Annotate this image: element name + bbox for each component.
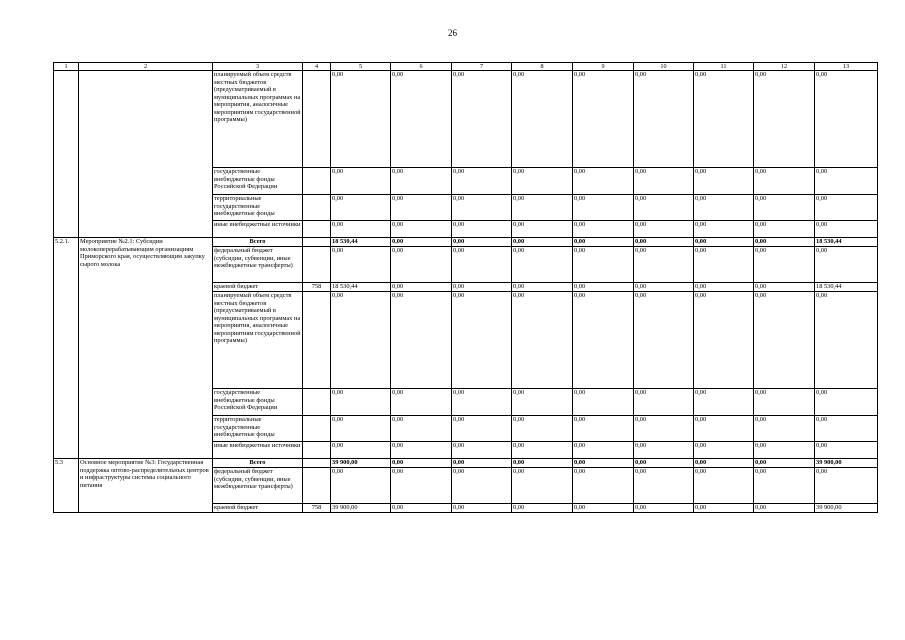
source-label: Всего [213,459,303,468]
amount-cell: 0,00 [634,459,694,468]
amount-cell: 0,00 [634,238,694,247]
amount-cell: 0,00 [754,168,815,195]
amount-cell: 0,00 [694,459,754,468]
amount-cell: 0,00 [815,416,878,442]
amount-cell: 0,00 [331,221,391,238]
amount-cell: 0,00 [573,389,634,416]
amount-cell: 0,00 [452,238,512,247]
amount-cell: 0,00 [754,195,815,221]
amount-cell: 0,00 [694,247,754,283]
amount-cell: 0,00 [815,71,878,168]
amount-cell: 0,00 [391,459,452,468]
column-header: 5 [331,63,391,71]
source-label: территориальные государственные внебюджетные фонды [213,195,303,221]
amount-cell: 0,00 [694,442,754,459]
amount-cell: 0,00 [391,292,452,389]
administrator-code [303,416,331,442]
amount-cell: 0,00 [815,168,878,195]
amount-cell: 0,00 [452,389,512,416]
amount-cell: 0,00 [694,292,754,389]
amount-cell: 0,00 [634,442,694,459]
column-header: 9 [573,63,634,71]
column-header: 12 [754,63,815,71]
amount-cell: 0,00 [634,71,694,168]
source-label: планируемый объем средств местных бюджетов (предусматриваемый в муниципальных программах на мероприятия, аналогичные мероприятиям государственной программы) [213,71,303,168]
amount-cell: 0,00 [331,168,391,195]
source-label: государственные внебюджетные фонды Российской Федерации [213,168,303,195]
administrator-code [303,238,331,247]
amount-cell: 0,00 [573,195,634,221]
administrator-code: 758 [303,283,331,292]
column-header: 13 [815,63,878,71]
amount-cell: 0,00 [694,389,754,416]
administrator-code [303,442,331,459]
amount-cell: 0,00 [694,238,754,247]
source-label: краевой бюджет [213,283,303,292]
amount-cell: 0,00 [815,292,878,389]
amount-cell: 0,00 [391,71,452,168]
amount-cell: 18 530,44 [331,283,391,292]
amount-cell: 0,00 [634,168,694,195]
administrator-code [303,221,331,238]
amount-cell: 39 900,00 [331,504,391,513]
amount-cell: 0,00 [452,292,512,389]
amount-cell: 0,00 [573,283,634,292]
amount-cell: 0,00 [754,389,815,416]
amount-cell: 0,00 [331,247,391,283]
amount-cell: 0,00 [573,442,634,459]
source-label: Всего [213,238,303,247]
amount-cell: 0,00 [754,468,815,504]
amount-cell: 0,00 [694,168,754,195]
column-header: 2 [79,63,213,71]
amount-cell: 0,00 [391,221,452,238]
amount-cell: 0,00 [815,468,878,504]
amount-cell: 0,00 [754,504,815,513]
source-label: иные внебюджетные источники [213,442,303,459]
amount-cell: 0,00 [634,247,694,283]
administrator-code [303,71,331,168]
column-header: 8 [512,63,573,71]
administrator-code [303,459,331,468]
column-header: 11 [694,63,754,71]
amount-cell: 0,00 [634,292,694,389]
amount-cell: 0,00 [634,195,694,221]
amount-cell: 0,00 [512,504,573,513]
amount-cell: 0,00 [391,442,452,459]
amount-cell: 0,00 [815,247,878,283]
amount-cell: 0,00 [331,416,391,442]
amount-cell: 0,00 [754,71,815,168]
row-number: 5.3 [54,459,79,513]
amount-cell: 0,00 [694,504,754,513]
source-label: федеральный бюджет (субсидии, субвенции, иные межбюджетные трансферты) [213,468,303,504]
column-header-row [54,63,878,71]
amount-cell: 0,00 [815,442,878,459]
amount-cell: 0,00 [512,221,573,238]
amount-cell: 0,00 [634,468,694,504]
amount-cell: 0,00 [452,416,512,442]
amount-cell: 18 530,44 [331,238,391,247]
amount-cell: 0,00 [573,247,634,283]
amount-cell: 0,00 [634,416,694,442]
amount-cell: 0,00 [512,283,573,292]
administrator-code [303,468,331,504]
amount-cell: 0,00 [694,195,754,221]
source-label: государственные внебюджетные фонды Российской Федерации [213,389,303,416]
source-label: планируемый объем средств местных бюджетов (предусматриваемый в муниципальных программах на мероприятия, аналогичные мероприятиям государственной программы) [213,292,303,389]
measure-name: Основное мероприятие №3: Государственная поддержка оптово-распределительных центров и инфраструктуры системы социального питания [79,459,213,513]
column-header: 4 [303,63,331,71]
amount-cell: 0,00 [391,168,452,195]
amount-cell: 0,00 [512,195,573,221]
amount-cell: 0,00 [573,238,634,247]
amount-cell: 0,00 [512,168,573,195]
amount-cell: 0,00 [331,195,391,221]
amount-cell: 0,00 [452,195,512,221]
amount-cell: 0,00 [754,292,815,389]
administrator-code: 758 [303,504,331,513]
amount-cell: 0,00 [512,468,573,504]
amount-cell: 0,00 [512,389,573,416]
table-row [54,238,878,247]
amount-cell: 0,00 [754,442,815,459]
table-body [54,63,878,513]
amount-cell: 0,00 [573,292,634,389]
amount-cell: 0,00 [452,459,512,468]
amount-cell: 0,00 [573,221,634,238]
amount-cell: 0,00 [452,504,512,513]
amount-cell: 0,00 [512,442,573,459]
amount-cell: 0,00 [331,442,391,459]
administrator-code [303,292,331,389]
amount-cell: 39 900,00 [815,459,878,468]
table-row [54,459,878,468]
amount-cell: 0,00 [634,389,694,416]
amount-cell: 0,00 [512,459,573,468]
amount-cell: 0,00 [634,221,694,238]
amount-cell: 0,00 [452,247,512,283]
amount-cell: 0,00 [815,389,878,416]
page-number: 26 [448,28,457,38]
row-number: 5.2.1. [54,238,79,459]
table-row [54,71,878,168]
amount-cell: 0,00 [694,416,754,442]
amount-cell: 0,00 [331,468,391,504]
amount-cell: 0,00 [634,504,694,513]
amount-cell: 0,00 [452,468,512,504]
amount-cell: 0,00 [694,71,754,168]
amount-cell: 0,00 [391,283,452,292]
amount-cell: 0,00 [815,195,878,221]
source-label: краевой бюджет [213,504,303,513]
amount-cell: 0,00 [452,168,512,195]
amount-cell: 0,00 [391,195,452,221]
amount-cell: 0,00 [512,238,573,247]
column-header: 7 [452,63,512,71]
amount-cell: 0,00 [573,71,634,168]
amount-cell: 0,00 [573,504,634,513]
administrator-code [303,168,331,195]
amount-cell: 0,00 [694,283,754,292]
measure-name: Мероприятие №2.1: Субсидии молокоперерабатывающим организациям Приморского края, осуществляющим закупку сырого молока [79,238,213,459]
administrator-code [303,195,331,221]
amount-cell: 0,00 [452,283,512,292]
amount-cell: 0,00 [634,283,694,292]
amount-cell: 0,00 [573,459,634,468]
amount-cell: 0,00 [331,292,391,389]
amount-cell: 0,00 [694,221,754,238]
amount-cell: 0,00 [754,238,815,247]
source-label: иные внебюджетные источники [213,221,303,238]
amount-cell: 0,00 [754,416,815,442]
administrator-code [303,389,331,416]
amount-cell: 0,00 [694,468,754,504]
row-number [54,71,79,238]
measure-name [79,71,213,238]
amount-cell: 0,00 [391,389,452,416]
amount-cell: 0,00 [331,389,391,416]
amount-cell: 0,00 [512,247,573,283]
amount-cell: 0,00 [331,71,391,168]
amount-cell: 0,00 [754,283,815,292]
amount-cell: 18 530,44 [815,283,878,292]
administrator-code [303,247,331,283]
column-header: 10 [634,63,694,71]
column-header: 3 [213,63,303,71]
amount-cell: 0,00 [452,71,512,168]
amount-cell: 0,00 [512,292,573,389]
amount-cell: 0,00 [573,416,634,442]
amount-cell: 0,00 [391,247,452,283]
amount-cell: 0,00 [815,221,878,238]
source-label: федеральный бюджет (субсидии, субвенции, иные межбюджетные трансферты) [213,247,303,283]
amount-cell: 0,00 [452,442,512,459]
amount-cell: 0,00 [391,504,452,513]
budget-table [53,62,878,513]
amount-cell: 0,00 [754,459,815,468]
amount-cell: 0,00 [512,416,573,442]
amount-cell: 18 530,44 [815,238,878,247]
amount-cell: 0,00 [452,221,512,238]
amount-cell: 0,00 [391,468,452,504]
amount-cell: 39 900,00 [815,504,878,513]
amount-cell: 0,00 [391,238,452,247]
amount-cell: 0,00 [573,468,634,504]
amount-cell: 0,00 [573,168,634,195]
amount-cell: 39 900,00 [331,459,391,468]
amount-cell: 0,00 [391,416,452,442]
column-header: 1 [54,63,79,71]
source-label: территориальные государственные внебюджетные фонды [213,416,303,442]
amount-cell: 0,00 [754,221,815,238]
column-header: 6 [391,63,452,71]
amount-cell: 0,00 [754,247,815,283]
amount-cell: 0,00 [512,71,573,168]
